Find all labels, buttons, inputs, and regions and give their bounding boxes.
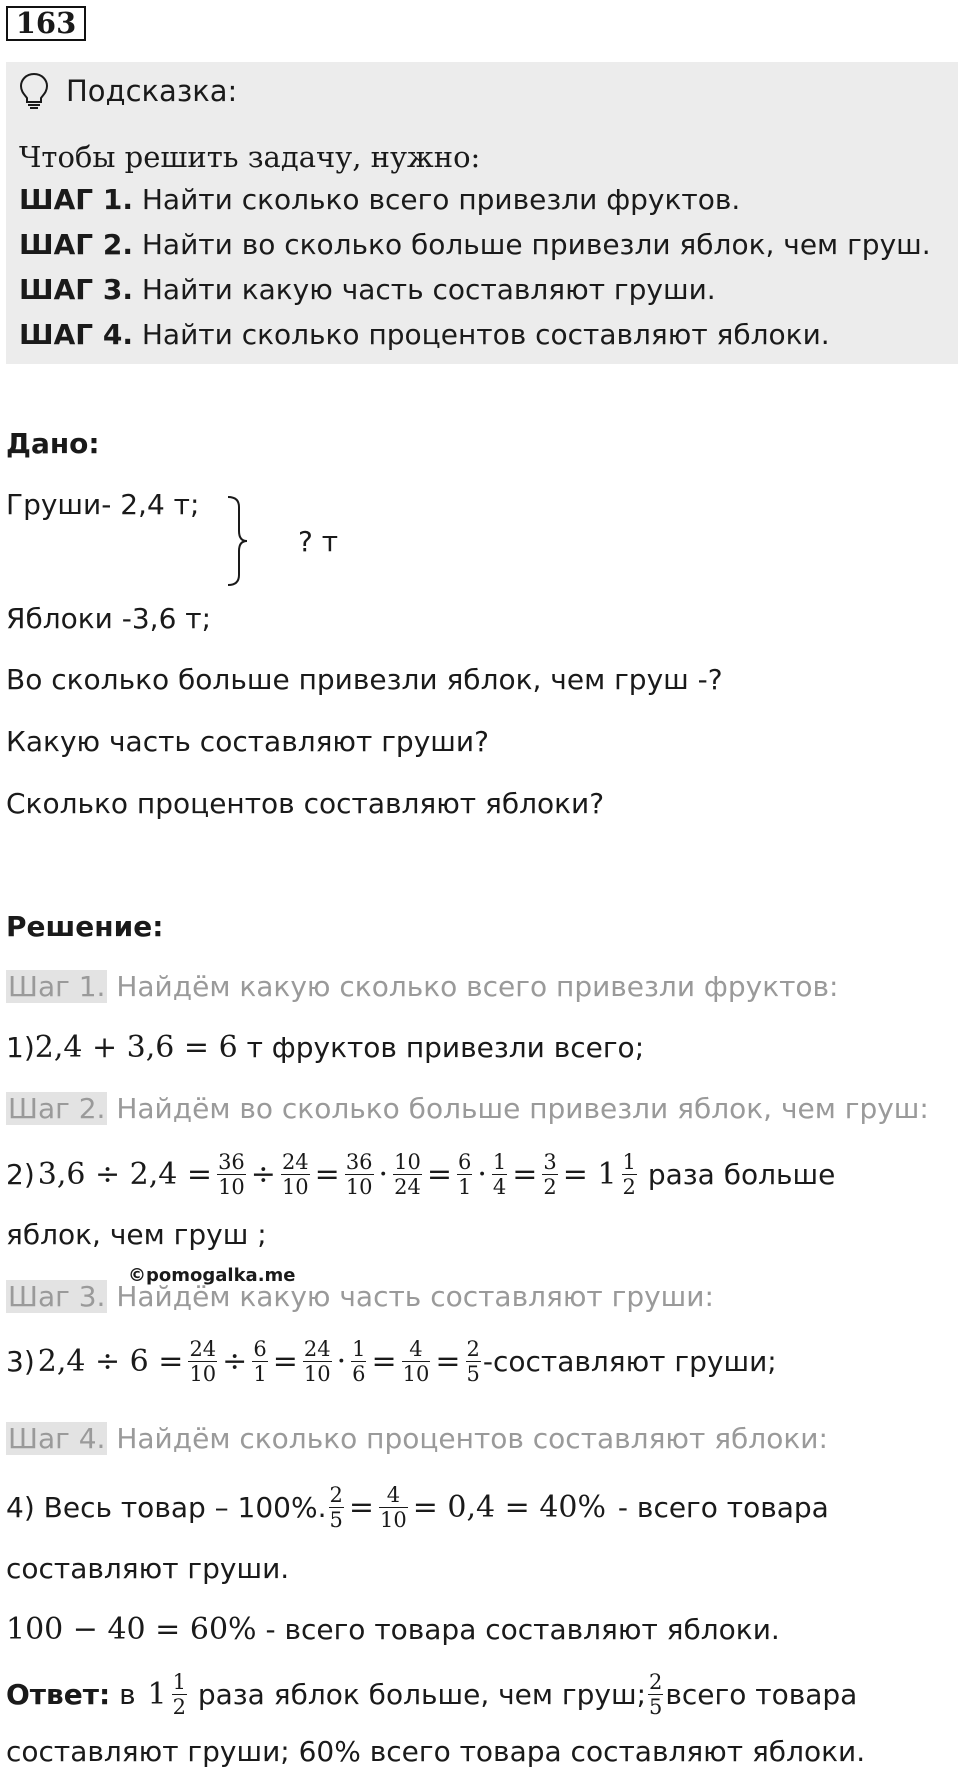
step-text: Найти во сколько больше привезли яблок, чем груш. <box>132 228 931 261</box>
item-number: 4) Весь товар – 100%. <box>6 1491 327 1524</box>
step-text: Найти какую часть составляют груши. <box>132 273 716 306</box>
step-label: ШАГ 3. <box>19 273 133 306</box>
solution-step-3-calc <box>6 1337 777 1386</box>
answer-text: всего товара <box>665 1678 858 1711</box>
solution-step-4-line2: составляют груши. <box>6 1552 290 1585</box>
item-number: 2) <box>6 1158 35 1191</box>
given-pears: Груши- 2,4 т; <box>6 488 200 521</box>
fraction: $\frac{2}{5}$ <box>466 1337 480 1386</box>
hint-title: Подсказка: <box>66 74 238 108</box>
item-number: 3) <box>6 1345 35 1378</box>
answer-label: Ответ: <box>6 1678 111 1711</box>
step-description: Найдём сколько процентов составляют яблоки: <box>107 1422 828 1455</box>
result-text: раза больше <box>638 1158 836 1191</box>
math-expression: = 0,4 = 40% <box>412 1490 607 1525</box>
step-badge: Шаг 4. <box>8 1422 106 1455</box>
solution-step-2-calc <box>6 1150 835 1199</box>
step-text: Найти сколько процентов составляют яблоки. <box>132 318 830 351</box>
fraction: $\frac{24}{10}$ <box>189 1337 217 1386</box>
watermark: ©pomogalka.me <box>128 1265 296 1286</box>
math-operator: · <box>336 1344 347 1379</box>
fraction: $\frac{2}{5}$ <box>329 1483 343 1532</box>
fraction: $\frac{1}{4}$ <box>492 1150 507 1199</box>
math-operator: ÷ <box>250 1157 276 1192</box>
step-badge: Шаг 3. <box>8 1280 106 1313</box>
fraction: $\frac{1}{6}$ <box>352 1337 366 1386</box>
math-operator: ÷ <box>222 1344 248 1379</box>
math-whole: 1 <box>147 1677 167 1712</box>
math-operator: = <box>371 1344 397 1379</box>
fraction: $\frac{36}{10}$ <box>218 1150 245 1199</box>
solution-step-2-line2: яблок, чем груш ; <box>6 1218 267 1251</box>
step-badge: Шаг 1. <box>8 970 106 1003</box>
fraction: $\frac{6}{1}$ <box>253 1337 267 1386</box>
fraction: $\frac{1}{2}$ <box>622 1150 636 1199</box>
step-text: Найти сколько всего привезли фруктов. <box>132 183 741 216</box>
result-text: - всего товара <box>609 1491 829 1524</box>
math-expression: 3,6 ÷ 2,4 = <box>37 1157 213 1192</box>
step-badge: Шаг 2. <box>8 1092 106 1125</box>
given-apples: Яблоки -3,6 т; <box>6 602 212 635</box>
math-operator: = <box>314 1157 340 1192</box>
answer-line-1 <box>6 1670 857 1719</box>
solution-step-3-title <box>6 1280 714 1313</box>
answer-line-2: составляют груши; 60% всего товара составляют яблоки. <box>6 1735 866 1768</box>
fraction: $\frac{24}{10}$ <box>281 1150 309 1199</box>
result-text: - всего товара составляют яблоки. <box>256 1613 780 1646</box>
task-number: 163 <box>6 6 86 41</box>
fraction: $\frac{1}{2}$ <box>172 1670 186 1719</box>
curly-brace-icon <box>225 495 249 587</box>
math-operator: = <box>435 1344 461 1379</box>
math-operator: = <box>512 1157 538 1192</box>
solution-step-4-calc <box>6 1483 829 1532</box>
hint-step-3 <box>19 273 716 306</box>
fraction: $\frac{36}{10}$ <box>345 1150 373 1199</box>
solution-step-1-calc <box>6 1030 644 1065</box>
step-label: ШАГ 4. <box>19 318 133 351</box>
hint-step-2 <box>19 228 931 261</box>
fraction: $\frac{4}{10}$ <box>380 1483 407 1532</box>
fraction: $\frac{3}{2}$ <box>543 1150 557 1199</box>
result-text: -составляют груши; <box>482 1345 777 1378</box>
item-number: 1) <box>6 1031 35 1064</box>
hint-step-1 <box>19 183 740 216</box>
fraction: $\frac{6}{1}$ <box>457 1150 472 1199</box>
math-expression: 100 − 40 = 60% <box>6 1612 257 1647</box>
given-heading: Дано: <box>6 427 100 460</box>
solution-step-2-title <box>6 1092 929 1125</box>
given-question-1: Во сколько больше привезли яблок, чем груш -? <box>6 663 723 696</box>
given-question-2: Какую часть составляют груши? <box>6 725 489 758</box>
math-operator: = <box>272 1344 298 1379</box>
fraction: $\frac{24}{10}$ <box>303 1337 331 1386</box>
fraction: $\frac{2}{5}$ <box>649 1670 663 1719</box>
solution-heading: Решение: <box>6 910 164 943</box>
given-total-question: ? т <box>298 525 339 558</box>
math-operator: = <box>426 1157 452 1192</box>
step-description: Найдём какую часть составляют груши: <box>107 1280 714 1313</box>
given-question-3: Сколько процентов составляют яблоки? <box>6 787 605 820</box>
answer-text: раза яблок больше, чем груш; <box>188 1678 647 1711</box>
step-description: Найдём какую сколько всего привезли фруктов: <box>107 970 839 1003</box>
math-operator: = 1 <box>562 1157 617 1192</box>
math-expression: 2,4 + 3,6 = 6 <box>34 1030 238 1065</box>
step-label: ШАГ 1. <box>19 183 133 216</box>
answer-prefix: в <box>110 1678 145 1711</box>
result-text: т фруктов привезли всего; <box>237 1031 645 1064</box>
solution-step-4-title <box>6 1422 828 1455</box>
solution-step-1-title <box>6 970 839 1003</box>
math-operator: · <box>378 1157 389 1192</box>
hint-step-4 <box>19 318 830 351</box>
hint-intro: Чтобы решить задачу, нужно: <box>19 140 481 174</box>
solution-step-4-calc-2 <box>6 1612 780 1647</box>
step-label: ШАГ 2. <box>19 228 133 261</box>
fraction: $\frac{4}{10}$ <box>402 1337 430 1386</box>
math-operator: = <box>348 1490 375 1525</box>
step-description: Найдём во сколько больше привезли яблок, чем груш: <box>107 1092 929 1125</box>
math-operator: · <box>477 1157 487 1192</box>
math-expression: 2,4 ÷ 6 = <box>37 1344 184 1379</box>
lightbulb-icon <box>18 71 50 111</box>
fraction: $\frac{10}{24}$ <box>394 1150 421 1199</box>
